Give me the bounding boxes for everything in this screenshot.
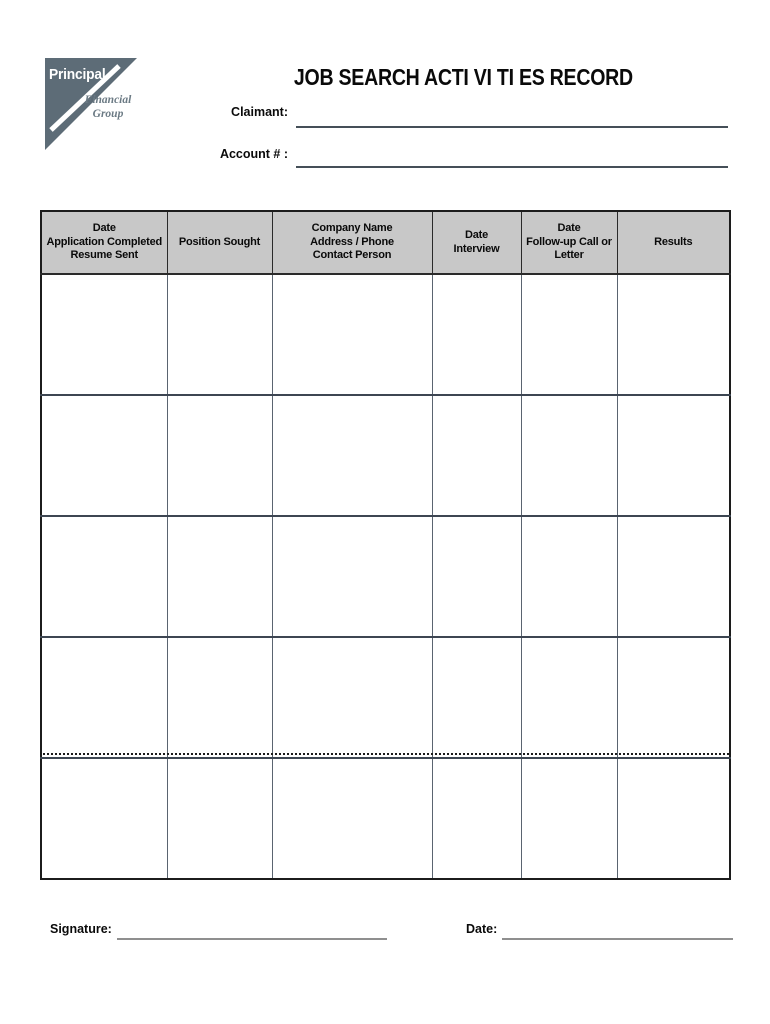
header-line: Contact Person [312, 249, 392, 262]
header-line: Date [557, 222, 581, 235]
column-header-position-sought [167, 211, 272, 274]
header-line: Resume Sent [70, 249, 138, 262]
table-cell[interactable] [617, 274, 730, 395]
signature-label: Signature: [50, 922, 112, 936]
table-header-row [41, 211, 730, 274]
column-header-results [617, 211, 730, 274]
header-line: Address / Phone [310, 235, 394, 248]
table-cell[interactable] [521, 637, 617, 758]
header-line: Date [92, 222, 116, 235]
table-cell[interactable] [272, 637, 432, 758]
table-cell[interactable] [167, 395, 272, 516]
column-header-date-interview [432, 211, 521, 274]
table-cell[interactable] [521, 758, 617, 879]
table-cell[interactable] [41, 758, 167, 879]
header-line: Company Name [311, 222, 393, 235]
table-cell[interactable] [41, 395, 167, 516]
header-line: Application Completed [46, 235, 163, 248]
date-label: Date: [466, 922, 498, 936]
table-cell[interactable] [272, 758, 432, 879]
table-cell[interactable] [432, 395, 521, 516]
table-cell[interactable] [167, 637, 272, 758]
table-cell[interactable] [167, 758, 272, 879]
principal-logo [45, 58, 145, 154]
table-cell[interactable] [432, 637, 521, 758]
header-line: Letter [554, 249, 584, 262]
table-cell[interactable] [432, 274, 521, 395]
table-cell[interactable] [617, 516, 730, 637]
column-header-date-followup [521, 211, 617, 274]
table-row [41, 637, 730, 758]
dotted-page-break-line [40, 753, 729, 755]
activities-table [40, 210, 731, 880]
logo-subtitle-line1: Financial [84, 94, 132, 106]
header-line: Position Sought [178, 235, 261, 248]
header-line: Results [654, 235, 693, 248]
table-row [41, 758, 730, 879]
table-cell[interactable] [41, 274, 167, 395]
table-cell[interactable] [432, 758, 521, 879]
table-cell[interactable] [272, 516, 432, 637]
header-line: Interview [453, 242, 500, 255]
table-cell[interactable] [617, 758, 730, 879]
table-cell[interactable] [521, 516, 617, 637]
table-row [41, 274, 730, 395]
column-header-company-name [272, 211, 432, 274]
table-cell[interactable] [272, 274, 432, 395]
table-cell[interactable] [41, 516, 167, 637]
claimant-label: Claimant: [231, 105, 288, 119]
claimant-input-line[interactable] [296, 112, 728, 128]
table-cell[interactable] [521, 395, 617, 516]
logo-brand-text: Principal [49, 67, 106, 83]
table-cell[interactable] [41, 637, 167, 758]
column-header-date-application [41, 211, 167, 274]
page-title-text: JOB SEARCH ACTI VI TI ES RECORD [294, 64, 633, 90]
table-cell[interactable] [521, 274, 617, 395]
table-cell[interactable] [432, 516, 521, 637]
table-row [41, 395, 730, 516]
table-cell[interactable] [617, 395, 730, 516]
date-input-line[interactable] [502, 925, 733, 940]
table-cell[interactable] [167, 516, 272, 637]
table-cell[interactable] [167, 274, 272, 395]
table-body [41, 274, 730, 879]
account-input-line[interactable] [296, 152, 728, 168]
page-title [185, 64, 742, 91]
signature-input-line[interactable] [117, 925, 387, 940]
account-label: Account # : [219, 147, 288, 161]
table-cell[interactable] [617, 637, 730, 758]
logo-subtitle [79, 93, 137, 121]
table-row [41, 516, 730, 637]
logo-subtitle-line2: Group [92, 108, 124, 120]
table-cell[interactable] [272, 395, 432, 516]
header-line: Follow-up Call or [526, 235, 612, 248]
header-line: Date [464, 229, 489, 241]
